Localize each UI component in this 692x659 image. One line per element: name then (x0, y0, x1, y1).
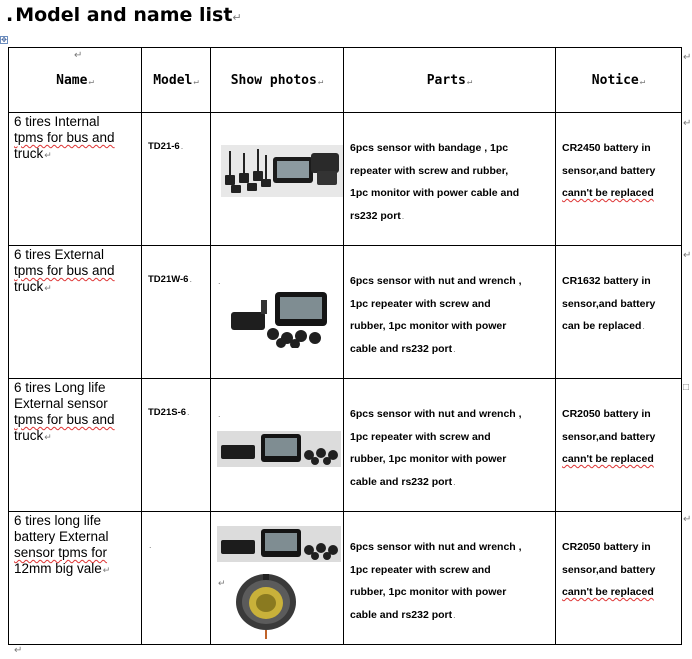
product-photo-bigvalve-kit: ↵ (211, 512, 343, 644)
photo-cell[interactable] (211, 512, 344, 645)
product-photo-external-kit (211, 246, 343, 378)
name-cell[interactable]: 6 tires Internal tpms for bus and truck↵ (9, 113, 142, 246)
parts-cell[interactable]: 6pcs sensor with bandage , 1pc repeater with screw and rubber, 1pc monitor with power cable and rs232 port. (344, 113, 556, 246)
product-photo-longlife-kit (211, 379, 343, 511)
header-name: Name↵ (9, 48, 142, 113)
row-end-mark-icon: ↵ (683, 514, 692, 525)
document-title (6, 4, 242, 26)
paragraph-mark-icon: ↵ (232, 11, 242, 24)
table-row (9, 113, 682, 246)
model-cell[interactable]: TD21W-6. (142, 246, 211, 379)
product-photo-internal-kit (211, 113, 343, 245)
model-name-table (8, 47, 682, 645)
header-parts: Parts↵ (344, 48, 556, 113)
row-end-mark-icon: ↵ (683, 52, 692, 63)
notice-cell[interactable]: CR1632 battery in sensor,and battery can be replaced. (556, 246, 682, 379)
title-bullet: . (6, 4, 14, 26)
row-end-mark-icon: □ (683, 382, 690, 393)
photo-cell[interactable]: . (211, 379, 344, 512)
name-cell[interactable]: 6 tires long life battery External sensor tpms for 12mm big vale↵ (9, 512, 142, 645)
table-row (9, 379, 682, 512)
notice-cell[interactable]: CR2050 battery in sensor,and battery cann't be replaced (556, 512, 682, 645)
parts-cell[interactable]: 6pcs sensor with nut and wrench , 1pc repeater with screw and rubber, 1pc monitor with power cable and rs232 port. (344, 512, 556, 645)
row-end-mark-icon: ↵ (683, 118, 692, 129)
notice-cell[interactable]: CR2050 battery in sensor,and battery cann't be replaced (556, 379, 682, 512)
parts-cell[interactable]: 6pcs sensor with nut and wrench , 1pc repeater with screw and rubber, 1pc monitor with power cable and rs232 port. (344, 246, 556, 379)
photo-cell[interactable]: . (211, 246, 344, 379)
header-photos: Show photos↵ (211, 48, 344, 113)
model-cell[interactable]: TD21S-6. (142, 379, 211, 512)
notice-cell[interactable]: CR2450 battery in sensor,and battery cann't be replaced (556, 113, 682, 246)
photo-cell[interactable] (211, 113, 344, 246)
table-row (9, 512, 682, 645)
model-cell[interactable]: TD21-6. (142, 113, 211, 246)
table-header-row (9, 48, 682, 113)
table-move-handle-icon[interactable]: ✥ (1, 37, 7, 44)
model-cell[interactable]: . (142, 512, 211, 645)
paragraph-mark-icon: ↵ (14, 645, 23, 656)
header-model: Model↵ (142, 48, 211, 113)
table-row (9, 246, 682, 379)
name-cell[interactable]: 6 tires External tpms for bus and truck↵ (9, 246, 142, 379)
row-end-mark-icon: ↵ (683, 250, 692, 261)
parts-cell[interactable]: 6pcs sensor with nut and wrench , 1pc repeater with screw and rubber, 1pc monitor with power cable and rs232 port. (344, 379, 556, 512)
paragraph-mark-icon: ↵ (74, 50, 83, 61)
header-notice: Notice↵ (556, 48, 682, 113)
title-text: Model and name list (15, 4, 233, 26)
name-cell[interactable]: 6 tires Long life External sensor tpms for bus and truck↵ (9, 379, 142, 512)
